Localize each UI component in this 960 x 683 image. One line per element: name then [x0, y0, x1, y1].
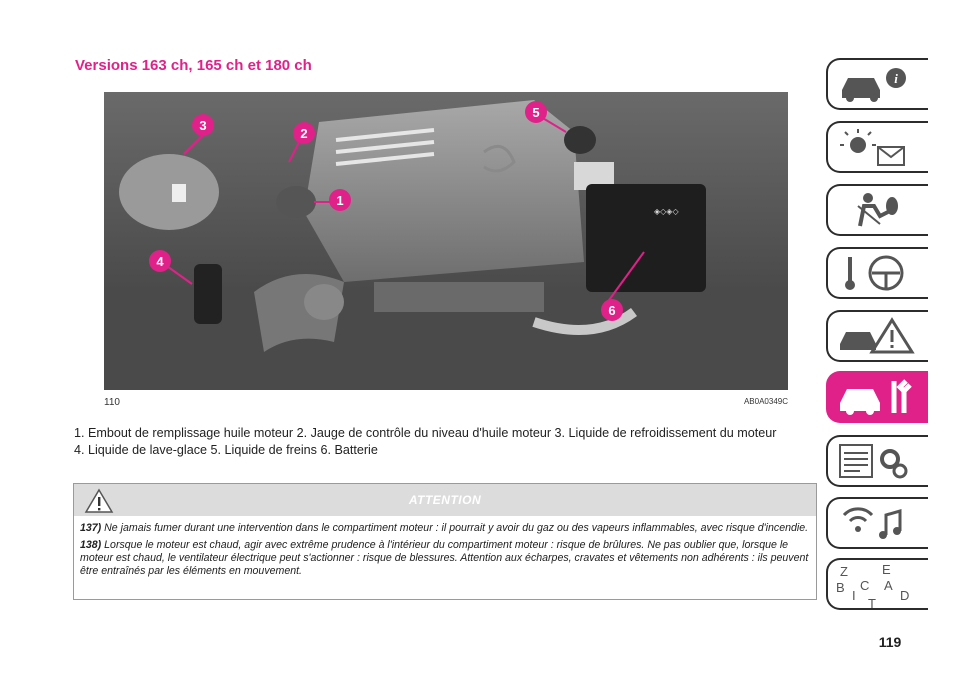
document-gear-icon — [828, 437, 928, 485]
callout-2-label: 2 — [300, 126, 308, 141]
index-letter: B — [836, 580, 845, 595]
figure-number: 110 — [104, 397, 120, 408]
callout-3-label: 3 — [199, 118, 207, 133]
callout-4-label: 4 — [156, 254, 164, 269]
index-letter: C — [860, 578, 870, 593]
washer-reservoir — [194, 264, 222, 324]
warning-body — [74, 516, 816, 578]
section-title: Versions 163 ch, 165 ch et 180 ch — [75, 57, 312, 74]
signal-music-icon — [828, 499, 928, 547]
oil-filler-cap — [276, 186, 316, 218]
callout-5-label: 5 — [532, 105, 540, 120]
sidebar-tab-safety[interactable] — [826, 184, 928, 236]
caption-line-1: 1. Embout de remplissage huile moteur 2. Jauge de contrôle du niveau d'huile moteur 3. Liquide de refroidissement du moteur — [74, 426, 777, 440]
sun-envelope-icon — [828, 123, 928, 171]
coolant-reservoir — [119, 154, 219, 230]
caption-line-2: 4. Liquide de lave-glace 5. Liquide de freins 6. Batterie — [74, 443, 378, 457]
car-info-icon — [828, 60, 928, 108]
warning-box — [73, 483, 817, 600]
sidebar-tab-multimedia[interactable] — [826, 497, 928, 549]
index-letter: A — [884, 578, 893, 593]
sidebar-tab-driving[interactable] — [826, 247, 928, 299]
intake-manifold — [374, 282, 544, 312]
seatbelt-airbag-icon — [828, 186, 928, 234]
battery — [586, 184, 706, 292]
warning-item — [80, 539, 810, 578]
coolant-label — [172, 184, 186, 202]
sidebar-tab-index[interactable] — [826, 558, 928, 610]
sidebar-tab-emergency[interactable] — [826, 310, 928, 362]
index-letter: D — [900, 588, 910, 603]
warning-title: ATTENTION — [408, 493, 482, 507]
engine-photo — [104, 92, 788, 390]
callout-1-label: 1 — [336, 193, 344, 208]
index-letter: T — [868, 596, 876, 611]
sidebar-tab-specifications[interactable] — [826, 435, 928, 487]
sidebar-tab-maintenance[interactable] — [826, 371, 928, 423]
callout-6-label: 6 — [608, 303, 616, 318]
index-letter: Z — [840, 564, 848, 579]
key-steering-icon — [828, 249, 928, 297]
car-warning-icon — [828, 312, 928, 360]
warning-item-number: 137) — [80, 522, 102, 534]
sidebar-tab-lights[interactable] — [826, 121, 928, 173]
alphabet-index-icon — [828, 560, 928, 612]
page-number: 119 — [878, 634, 902, 650]
car-wrench-icon — [828, 373, 928, 421]
warning-header — [74, 484, 816, 516]
figure-code: AB0A0349C — [743, 397, 788, 406]
battery-label: ◈◇◈◇ — [654, 207, 679, 216]
sidebar-tab-dashboard[interactable] — [826, 58, 928, 110]
warning-item-text: Lorsque le moteur est chaud, agir avec extrême prudence à l'intérieur du compartiment moteur : risque de brûlures. Ne pas oublier que, lorsque le moteur est chaud, le ventilateur électrique peut s'actionner : risque de blessures. Attention aux écharpes, cravates et vêtements non adhérents : ils peuvent être entraînés par les éléments en mouvement. — [80, 539, 809, 577]
index-letter: E — [882, 562, 891, 577]
index-letter: I — [852, 588, 856, 603]
warning-item-number: 138) — [80, 539, 102, 551]
warning-item — [80, 522, 810, 535]
figure-caption — [74, 425, 814, 459]
brake-fluid-cap — [564, 126, 596, 154]
svg-text:i: i — [894, 71, 898, 86]
turbocharger — [304, 284, 344, 320]
warning-item-text: Ne jamais fumer durant une intervention dans le compartiment moteur : il pourrait y avoir du gaz ou des vapeurs inflammables, avec risque d'incendie. — [104, 522, 809, 534]
